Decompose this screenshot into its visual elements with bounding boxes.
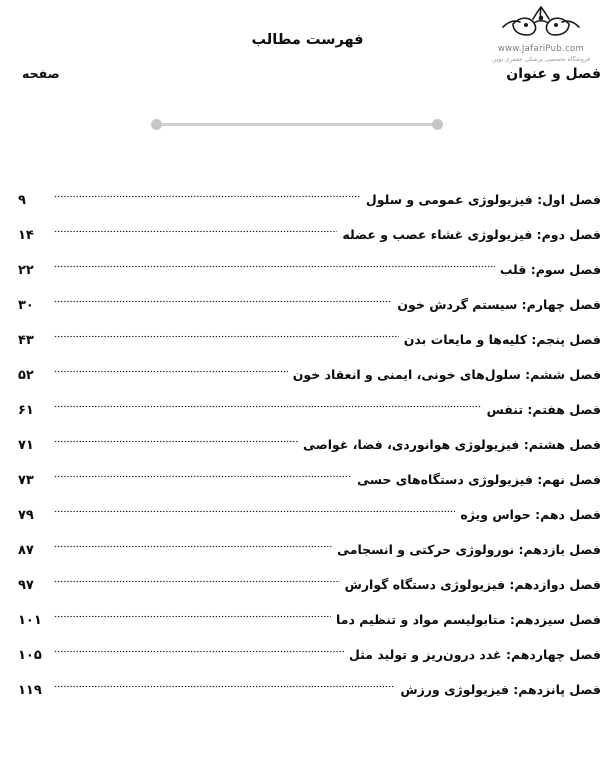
toc-entry[interactable] [18,192,601,227]
page-title: فهرست مطالب [251,32,364,48]
toc-entry-page-number: ۷۱ [18,438,34,453]
toc-entry-label: فصل سیزدهم: متابولیسم مواد و تنظیم دما [336,612,601,627]
toc-entry-label: فصل اول: فیزیولوژی عمومی و سلول [365,192,601,207]
toc-entry-page-number: ۱۰۱ [18,613,42,628]
toc-leader-dots [54,681,395,692]
toc-leader-dots [54,331,399,342]
toc-entry-label: فصل هفتم: تنفس [486,402,601,417]
toc-entry[interactable] [18,297,601,332]
toc-entry-label: فصل ششم: سلول‌های خونی، ایمنی و انعقاد خون [292,367,601,382]
divider-knob-end [151,119,162,130]
toc-leader-dots [54,366,288,377]
toc-entry-label: فصل چهاردهم: غدد درون‌ریز و تولید مثل [348,647,601,662]
toc-leader-dots [54,576,340,587]
toc-leader-dots [54,436,298,447]
toc-entry-label: فصل پانزدهم: فیزیولوژی ورزش [400,682,601,697]
toc-entry-page-number: ۶۱ [18,403,34,418]
toc-leader-dots [54,191,361,202]
toc-entry[interactable] [18,332,601,367]
toc-entry-page-number: ۹ [18,193,26,208]
toc-entry-label: فصل یازدهم: نورولوژی حرکتی و انسجامی [337,542,601,557]
toc-entry[interactable] [18,682,601,717]
jafaripub-bird-logo-icon [493,4,589,44]
toc-entry[interactable] [18,577,601,612]
toc-entry[interactable] [18,647,601,682]
toc-leader-dots [54,471,352,482]
toc-leader-dots [54,226,337,237]
page-header [0,0,615,110]
toc-entry-label: فصل نهم: فیزیولوژی دستگاه‌های حسی [357,472,601,487]
toc-entry-label: فصل سوم: قلب [499,262,601,277]
publisher-subtitle: فروشگاه تخصصی پزشکی جعفری نوین [492,55,590,63]
toc-leader-dots [54,611,331,622]
toc-entry-page-number: ۹۷ [18,578,34,593]
toc-leader-dots [54,541,332,552]
toc-entry[interactable] [18,402,601,437]
toc-leader-dots [54,261,495,272]
toc-entry[interactable] [18,227,601,262]
toc-entry-page-number: ۲۲ [18,263,34,278]
toc-entry[interactable] [18,612,601,647]
toc-leader-dots [54,506,455,517]
toc-entry-page-number: ۱۱۹ [18,683,42,698]
toc-entry[interactable] [18,367,601,402]
divider-knob-start [432,119,443,130]
toc-entry-label: فصل چهارم: سیستم گردش خون [397,297,601,312]
toc-leader-dots [54,646,344,657]
publisher-logo [479,4,603,63]
column-header-page: صفحه [22,66,60,81]
toc-entry-label: فصل پنجم: کلیه‌ها و مایعات بدن [403,332,601,347]
toc-entry-page-number: ۱۰۵ [18,648,42,663]
toc-entry-page-number: ۸۷ [18,543,34,558]
toc-leader-dots [54,296,392,307]
column-header-chapter: فصل و عنوان [506,66,601,82]
table-of-contents [0,192,615,717]
toc-entry[interactable] [18,437,601,472]
toc-entry-page-number: ۷۹ [18,508,34,523]
toc-entry[interactable] [18,507,601,542]
section-divider [151,119,443,131]
toc-entry-page-number: ۳۰ [18,298,34,313]
toc-entry-page-number: ۱۴ [18,228,34,243]
toc-entry[interactable] [18,542,601,577]
toc-entry[interactable] [18,472,601,507]
publisher-url: www.JafariPub.com [497,44,585,54]
toc-entry-label: فصل هشتم: فیزیولوژی هوانوردی، فضا، غواصی [303,437,601,452]
toc-entry-label: فصل دهم: حواس ویژه [460,507,601,522]
toc-entry-page-number: ۷۳ [18,473,34,488]
toc-entry-label: فصل دوم: فیزیولوژی غشاء عصب و عضله [342,227,601,242]
toc-entry-label: فصل دوازدهم: فیزیولوژی دستگاه گوارش [344,577,601,592]
toc-leader-dots [54,401,482,412]
toc-entry[interactable] [18,262,601,297]
toc-entry-page-number: ۴۳ [18,333,34,348]
toc-entry-page-number: ۵۲ [18,368,34,383]
divider-track [155,123,439,126]
